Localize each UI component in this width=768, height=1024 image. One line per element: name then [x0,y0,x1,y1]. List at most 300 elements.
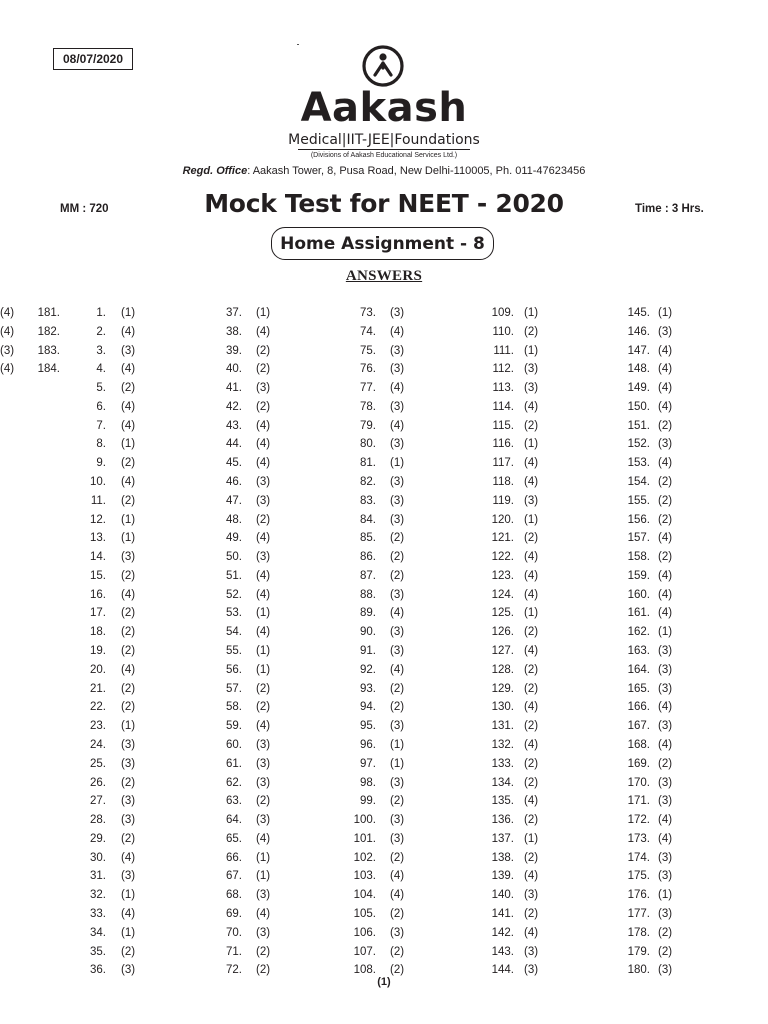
question-number: 68. [226,889,242,902]
answer-option: (4) [524,701,539,714]
question-number: 138. [491,851,514,864]
question-number: 172. [627,814,650,827]
answer-option: (3) [524,964,539,977]
answer-option: (4) [121,419,136,432]
question-number: 66. [226,851,242,864]
answer-option: (4) [121,851,136,864]
answer-option: (3) [390,626,405,639]
answer-option: (1) [390,738,405,751]
question-number: 95. [360,720,376,733]
question-number: 32. [90,889,106,902]
question-number: 119. [492,494,514,507]
question-number: 157. [627,532,650,545]
answer-option: (1) [256,645,271,658]
answer-option: (3) [256,494,271,507]
question-number: 122. [491,551,514,564]
question-number: 103. [353,870,376,883]
answer-option: (2) [524,663,539,676]
question-number: 123. [491,569,514,582]
question-number: 43. [226,419,242,432]
answer-option: (3) [658,663,673,676]
question-number: 34. [90,926,106,939]
question-number: 178. [627,926,650,939]
answer-option: (2) [256,363,271,376]
question-number: 182. [37,325,60,338]
answer-option: (4) [390,325,405,338]
answer-option: (4) [390,419,405,432]
question-number: 42. [226,400,242,413]
question-number: 132. [491,738,514,751]
question-number: 164. [627,663,650,676]
answer-option: (2) [524,626,539,639]
answer-option: (3) [658,851,673,864]
question-number: 99. [360,795,376,808]
assignment-label: Home Assignment - 8 [280,233,485,254]
answer-option: (4) [256,325,271,338]
office-label: Regd. Office [182,165,248,177]
question-number: 166. [627,701,650,714]
question-number: 121. [491,532,514,545]
answer-option: (2) [524,682,539,695]
answer-option: (2) [256,795,271,808]
answer-option: (4) [658,607,673,620]
answer-option: (4) [524,645,539,658]
answer-option: (1) [524,307,539,319]
answer-option: (4) [256,720,271,733]
question-number: 133. [491,757,514,770]
question-number: 115. [492,419,514,432]
question-number: 114. [492,400,514,413]
question-number: 107. [353,945,376,958]
answer-option: (1) [256,307,271,319]
answer-option: (2) [121,701,136,714]
question-number: 180. [627,964,650,977]
question-number: 62. [226,776,242,789]
answer-option: (2) [524,907,539,920]
answer-option: (1) [121,926,136,939]
question-number: 88. [360,588,376,601]
answer-option: (4) [658,588,673,601]
question-number: 27. [90,795,106,808]
question-number: 105. [353,907,376,920]
question-number: 160. [627,588,650,601]
answer-option: (2) [256,701,271,714]
answer-option: (3) [390,344,405,357]
question-number: 86. [360,551,376,564]
answer-option: (1) [121,889,136,902]
answer-option: (2) [658,419,673,432]
answer-option: (4) [658,738,673,751]
question-number: 19. [90,645,106,658]
question-number: 51. [226,569,242,582]
question-number: 45. [226,457,242,470]
answer-option: (3) [256,926,271,939]
question-number: 150. [627,400,650,413]
question-number: 141. [491,907,514,920]
question-number: 84. [360,513,376,526]
aakash-logo-icon [361,44,405,88]
question-number: 106. [353,926,376,939]
question-number: 142. [491,926,514,939]
question-number: 25. [90,757,106,770]
answer-option: (2) [658,945,673,958]
question-number: 64. [226,814,242,827]
answer-option: (1) [524,832,539,845]
question-number: 52. [226,588,242,601]
question-number: 91. [360,645,376,658]
answer-option: (2) [256,513,271,526]
question-number: 9. [96,457,106,470]
answer-option: (3) [390,307,405,319]
question-number: 134. [491,776,514,789]
answer-option: (2) [256,400,271,413]
question-number: 39. [226,344,242,357]
answer-option: (4) [256,569,271,582]
question-number: 2. [96,325,106,338]
answer-option: (3) [658,964,673,977]
answer-option: (1) [121,532,136,545]
answer-option: (4) [658,701,673,714]
answer-option: (4) [390,889,405,902]
answer-option: (3) [524,889,539,902]
answer-option: (4) [524,870,539,883]
answer-option: (3) [121,738,136,751]
answer-option: (3) [256,776,271,789]
question-number: 155. [627,494,650,507]
question-number: 67. [226,870,242,883]
answer-option: (1) [390,757,405,770]
question-number: 108. [353,964,376,977]
brand-tagline: Medical|IIT-JEE|Foundations [288,132,480,148]
question-number: 13. [90,532,106,545]
question-number: 137. [491,832,514,845]
question-number: 47. [226,494,242,507]
answer-option: (4) [658,457,673,470]
answer-option: (3) [658,776,673,789]
question-number: 102. [353,851,376,864]
answer-option: (4) [256,438,271,451]
question-number: 124. [491,588,514,601]
answer-option: (4) [524,738,539,751]
answer-option: (1) [524,607,539,620]
answer-option: (4) [658,814,673,827]
answer-option: (4) [121,476,136,489]
question-number: 18. [90,626,106,639]
answer-option: (2) [390,795,405,808]
answer-option: (3) [121,964,136,977]
question-number: 37. [226,307,242,319]
question-number: 171. [627,795,650,808]
question-number: 127. [491,645,514,658]
answer-option: (3) [658,682,673,695]
question-number: 113. [492,382,514,395]
answer-option: (2) [390,569,405,582]
answer-option: (1) [256,663,271,676]
answer-option: (4) [524,926,539,939]
question-number: 21. [90,682,106,695]
answer-option: (3) [658,870,673,883]
answers-heading: ANSWERS [345,268,423,284]
answer-option: (3) [256,889,271,902]
answer-option: (4) [121,325,136,338]
answer-option: (2) [658,476,673,489]
answer-option: (1) [658,626,673,639]
answer-option: (2) [524,851,539,864]
question-number: 15. [90,569,106,582]
question-number: 87. [360,569,376,582]
answer-option: (4) [658,400,673,413]
answer-option: (4) [658,532,673,545]
answer-option: (2) [524,325,539,338]
question-number: 35. [90,945,106,958]
answer-option: (3) [121,814,136,827]
question-number: 44. [226,438,242,451]
question-number: 83. [360,494,376,507]
answer-option: (4) [524,457,539,470]
question-number: 163. [627,645,650,658]
answer-option: (4) [256,907,271,920]
question-number: 120. [491,513,514,526]
page-title: Mock Test for NEET - 2020 [204,189,564,218]
answer-option: (2) [121,645,136,658]
question-number: 173. [627,832,650,845]
question-number: 167. [627,720,650,733]
answer-option: (3) [121,344,136,357]
answer-option: (2) [390,945,405,958]
question-number: 140. [491,889,514,902]
date-box [53,48,133,70]
question-number: 78. [360,400,376,413]
question-number: 126. [491,626,514,639]
question-number: 56. [226,663,242,676]
question-number: 24. [90,738,106,751]
answer-option: (3) [524,494,539,507]
question-number: 90. [360,626,376,639]
answer-option: (4) [256,419,271,432]
answer-option: (3) [390,832,405,845]
answer-option: (1) [390,457,405,470]
duration: Time : 3 Hrs. [635,203,704,215]
question-number: 94. [360,701,376,714]
question-number: 174. [627,851,650,864]
question-number: 176. [627,889,650,902]
answer-option: (4) [390,870,405,883]
page-number: (1) [377,976,391,988]
answer-option: (4) [256,532,271,545]
question-number: 101. [353,832,376,845]
question-number: 181. [37,307,60,319]
answer-option: (2) [121,682,136,695]
answer-option: (3) [524,382,539,395]
question-number: 153. [627,457,650,470]
question-number: 22. [90,701,106,714]
question-number: 7. [96,419,106,432]
answer-option: (2) [256,682,271,695]
question-number: 97. [360,757,376,770]
question-number: 162. [627,626,650,639]
answer-option: (4) [658,569,673,582]
question-number: 147. [627,344,650,357]
question-number: 71. [226,945,242,958]
answer-option: (2) [390,682,405,695]
answer-option: (4) [524,569,539,582]
assignment-badge [271,227,494,260]
answer-option: (3) [121,551,136,564]
question-number: 8. [96,438,106,451]
question-number: 41. [226,382,242,395]
answer-option: (4) [256,457,271,470]
answer-option: (1) [658,307,673,319]
tagline-divider [298,149,470,150]
question-number: 36. [90,964,106,977]
question-number: 139. [491,870,514,883]
question-number: 50. [226,551,242,564]
question-number: 81. [360,457,376,470]
question-number: 33. [90,907,106,920]
question-number: 149. [627,382,650,395]
answer-option: (4) [256,588,271,601]
question-number: 82. [360,476,376,489]
date-text: 08/07/2020 [62,52,124,66]
question-number: 10. [90,476,106,489]
answer-option: (1) [658,889,673,902]
question-number: 65. [226,832,242,845]
answer-option: (4) [256,626,271,639]
answer-option: (3) [0,344,15,357]
answer-option: (2) [658,551,673,564]
answer-option: (4) [658,832,673,845]
answer-option: (3) [658,720,673,733]
answer-option: (2) [658,926,673,939]
question-number: 161. [627,607,650,620]
question-number: 1. [96,307,106,319]
question-number: 146. [627,325,650,338]
answer-option: (2) [256,945,271,958]
question-number: 89. [360,607,376,620]
answer-option: (3) [524,363,539,376]
answer-option: (4) [0,363,15,376]
question-number: 28. [90,814,106,827]
answer-option: (2) [524,757,539,770]
answer-option: (3) [658,438,673,451]
question-number: 169. [627,757,650,770]
answer-option: (1) [256,870,271,883]
division-note: (Divisions of Aakash Educational Services Ltd.) [310,152,458,159]
question-number: 148. [627,363,650,376]
answer-option: (4) [0,325,15,338]
question-number: 73. [360,307,376,319]
answer-option: (1) [524,344,539,357]
answer-option: (3) [390,438,405,451]
answer-option: (1) [121,307,136,319]
answer-option: (1) [256,607,271,620]
answer-option: (3) [256,738,271,751]
question-number: 63. [226,795,242,808]
answer-option: (4) [390,607,405,620]
answer-option: (4) [121,663,136,676]
question-number: 80. [360,438,376,451]
question-number: 60. [226,738,242,751]
question-number: 98. [360,776,376,789]
question-number: 135. [491,795,514,808]
question-number: 20. [90,663,106,676]
question-number: 49. [226,532,242,545]
answer-option: (3) [256,382,271,395]
answer-option: (2) [256,344,271,357]
question-number: 40. [226,363,242,376]
answer-option: (2) [390,532,405,545]
answer-option: (2) [524,720,539,733]
answer-option: (4) [658,344,673,357]
answer-option: (3) [121,795,136,808]
question-number: 110. [492,325,514,338]
answer-option: (3) [256,757,271,770]
question-number: 154. [627,476,650,489]
answer-option: (2) [121,607,136,620]
answer-option: (3) [390,776,405,789]
question-number: 130. [491,701,514,714]
question-number: 112. [492,363,514,376]
question-number: 3. [96,344,106,357]
speck [297,44,299,45]
question-number: 4. [96,363,106,376]
question-number: 26. [90,776,106,789]
question-number: 29. [90,832,106,845]
question-number: 96. [360,738,376,751]
question-number: 177. [627,907,650,920]
question-number: 53. [226,607,242,620]
question-number: 70. [226,926,242,939]
answer-option: (3) [658,795,673,808]
answer-option: (2) [524,776,539,789]
answer-option: (3) [390,400,405,413]
answer-option: (1) [524,513,539,526]
question-number: 143. [491,945,514,958]
answer-option: (3) [658,907,673,920]
question-number: 77. [360,382,376,395]
answer-option: (1) [121,438,136,451]
answer-option: (3) [256,814,271,827]
question-number: 72. [226,964,242,977]
answer-option: (3) [256,551,271,564]
question-number: 57. [226,682,242,695]
question-number: 168. [627,738,650,751]
answer-option: (3) [658,325,673,338]
question-number: 183. [37,344,60,357]
answer-option: (4) [256,832,271,845]
answer-option: (1) [524,438,539,451]
answer-option: (3) [390,720,405,733]
answer-option: (1) [121,513,136,526]
answer-option: (3) [256,476,271,489]
question-number: 23. [90,720,106,733]
question-number: 6. [96,400,106,413]
answer-option: (4) [121,907,136,920]
question-number: 85. [360,532,376,545]
question-number: 165. [627,682,650,695]
answer-option: (3) [390,494,405,507]
question-number: 156. [627,513,650,526]
answer-option: (4) [524,588,539,601]
answer-option: (2) [390,551,405,564]
answer-option: (4) [0,307,15,319]
question-number: 128. [491,663,514,676]
question-number: 30. [90,851,106,864]
answer-option: (4) [658,363,673,376]
question-number: 170. [627,776,650,789]
answer-option: (4) [390,663,405,676]
answer-option: (2) [121,457,136,470]
